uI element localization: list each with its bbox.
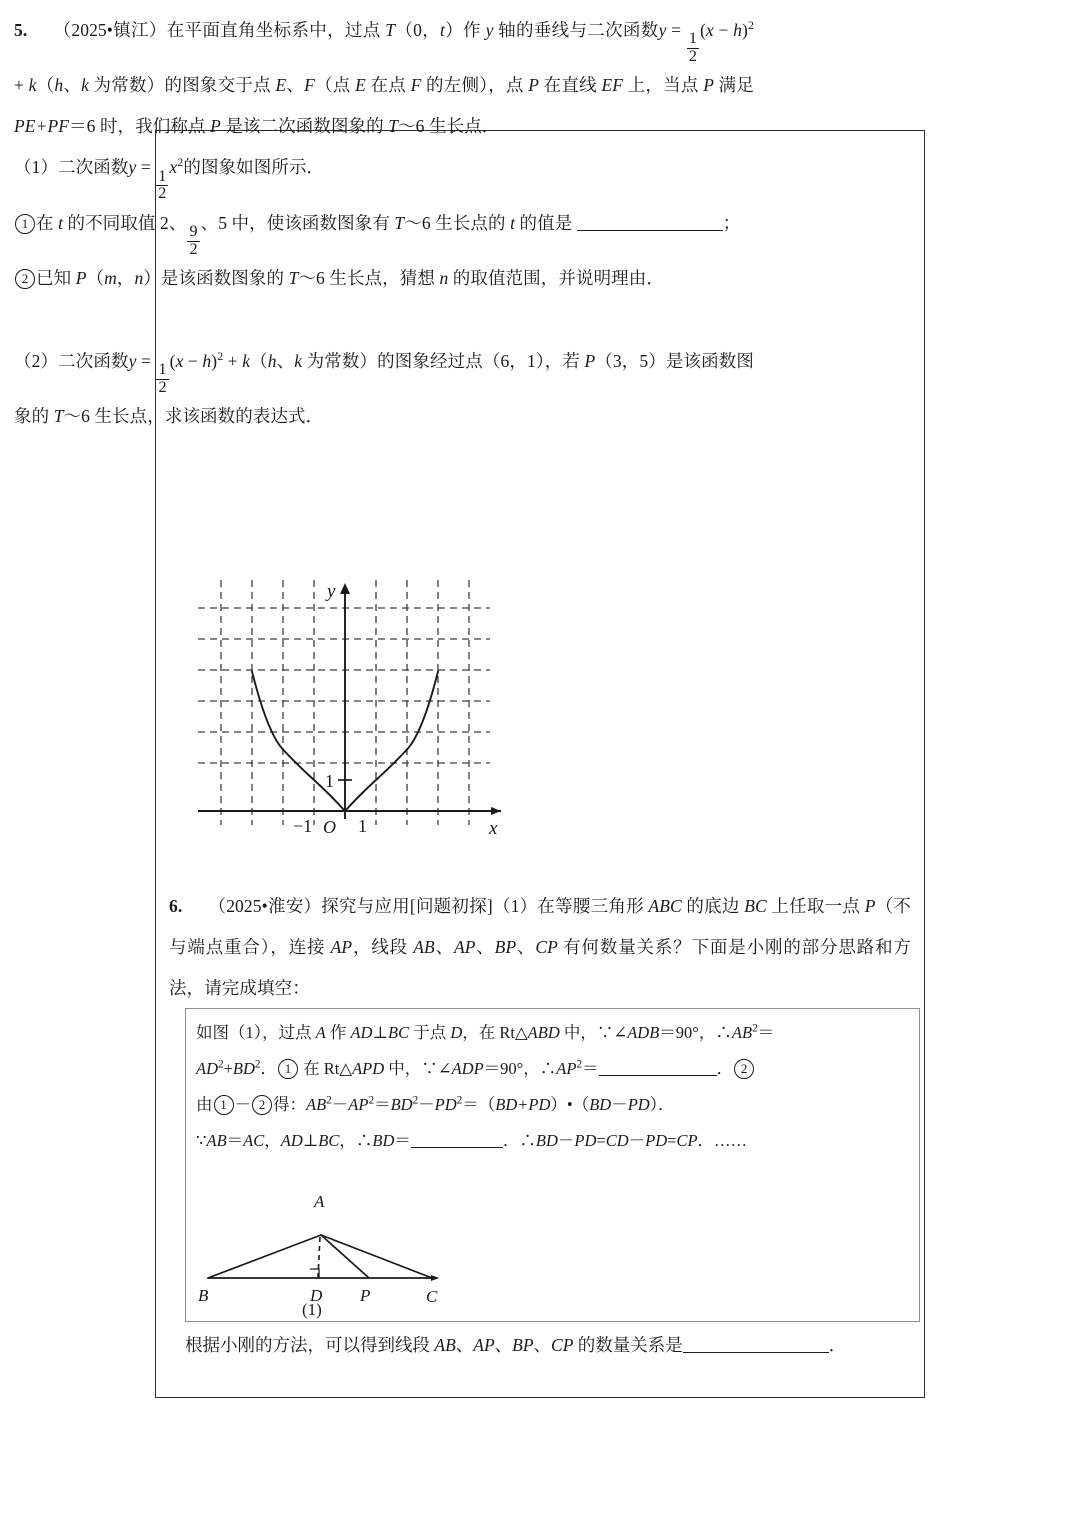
sub-2-text: 已知 P（m，n）是该函数图象的 T～6 生长点，猜想 n 的取值范围，并说明理由．: [36, 268, 664, 289]
segment-AB: [208, 1235, 321, 1278]
answer-blank-relation[interactable]: [683, 1352, 829, 1353]
problem-5-part-1: [14, 147, 754, 202]
bc-arrow: [431, 1275, 439, 1281]
answer-blank-sub-1[interactable]: [577, 230, 723, 231]
problem-5-number: 5.: [14, 20, 28, 40]
document-body: [0, 0, 770, 437]
segment-AP: [321, 1235, 369, 1278]
box-line-1: 如图（1），过点 A 作 AD⊥BC 于点 D，在 Rt△ABD 中，∵∠ADB＝90°，$\therefore AB^2=$: [196, 1022, 775, 1042]
segment-AC: [321, 1235, 432, 1278]
grid-lines: [198, 580, 490, 825]
box-line-2: $AD^2+BD^2$． 1 在 Rt△APD 中，∵∠ADP＝90°，$\therefore AP^2=$ ． 2: [186, 1051, 919, 1087]
problem-6-source: （2025•淮安）: [208, 896, 322, 916]
problem-6-stem: [169, 886, 911, 1009]
problem-5-sub-2: [14, 258, 754, 299]
circled-2-marker: 2: [15, 269, 35, 289]
x-axis-label: x: [489, 818, 498, 839]
problem-6-solution-box: [185, 1008, 920, 1322]
problem-6-stem-text: 探究与应用[问题初探]（1）在等腰三角形 ABC 的底边 BC 上任取一点 P（不与端点重合），连接 AP，线段 AB、AP、BP、CP 有何数量关系？下面是小刚的部分思路和方法，请完成填空：: [169, 896, 912, 998]
problem-6-stem-wrap: [169, 886, 911, 1009]
circled-2-ref-b: 2: [252, 1095, 272, 1115]
circled-1-ref: 1: [278, 1059, 298, 1079]
problem-5-sub-1: [14, 203, 754, 258]
label-A: A: [314, 1192, 325, 1211]
circled-1-marker: 1: [15, 214, 35, 234]
label-C: C: [426, 1287, 438, 1306]
spacer-after-sub2: [14, 299, 754, 341]
label-B: B: [198, 1286, 209, 1305]
box-line-4: ∵AB＝AC，AD⊥BC，∴BD＝ ．∴BD－PD=CD－PD=CP．……: [196, 1131, 748, 1150]
x-tick-label-neg1: −1: [293, 816, 313, 836]
triangle-figure: [191, 1187, 491, 1319]
x-tick-label-1: 1: [358, 816, 367, 836]
y-axis-label: y: [327, 581, 336, 602]
problem-6-tail: 根据小刚的方法，可以得到线段 AB、AP、BP、CP 的数量关系是 ．: [185, 1335, 847, 1355]
problem-5-stem: [14, 10, 754, 147]
axes: [198, 587, 501, 819]
part-2-text: 二次函数y = $\frac{1}{2}$ $(x - h)^2 + k(h$、k 为常数）的图象经过点（6，1），若 P（3，5）是该函数图象的 T～6 生长点，求该函数的表达式．: [14, 349, 755, 427]
answer-blank-bd[interactable]: [411, 1147, 503, 1148]
problem-5-source: （2025•镇江）: [53, 20, 167, 40]
sub-1-tail: ；: [722, 212, 741, 233]
answer-blank-ap2[interactable]: [599, 1075, 717, 1076]
label-D: D: [310, 1286, 323, 1305]
parabola-svg: [190, 575, 520, 839]
part-1-text: 二次函数y = $\frac{1}{2}$ $x^2$的图象如图所示．: [58, 155, 325, 203]
triangle-svg: [191, 1187, 491, 1319]
problem-5-stem-text: 在平面直角坐标系中，过点 T（0，t）作 y 轴的垂线与二次函数y = $\frac{1}{2}$ $(x - h)^2 + k(h$、k 为常数）的图象交于点 E、F（点 E 在点 F 的左侧），点 P 在直线 EF 上，当点 P 满足 PE+PF＝6 时，我们称点 P 是该二次函数图象的 T～6 生长点．: [14, 18, 755, 137]
problem-6-number: 6.: [169, 896, 183, 916]
part-2-label: （2）: [14, 351, 59, 372]
box-line-3: 由 1 － 2 得：$AB^2-AP^2=BD^2-PD^2=(BD+PD)•(BD-PD)$．: [196, 1094, 675, 1114]
circled-1-ref-b: 1: [214, 1095, 234, 1115]
sub-1-text: 在 t 的不同取值 2、 $\frac{9}{2}$ 、5 中，使该函数图象有 T～6 生长点的 t 的值是: [36, 212, 577, 258]
x-axis-arrow: [491, 807, 501, 815]
part-1-label: （1）: [14, 157, 59, 178]
y-axis-arrow: [340, 583, 350, 594]
origin-label: O: [323, 817, 336, 837]
y-tick-label-1: 1: [325, 771, 334, 791]
figure-caption-1: (1): [302, 1300, 322, 1319]
circled-2-ref: 2: [734, 1059, 754, 1079]
label-P: P: [360, 1286, 371, 1305]
problem-5-part-2: [14, 341, 754, 437]
parabola-figure: [190, 575, 520, 839]
